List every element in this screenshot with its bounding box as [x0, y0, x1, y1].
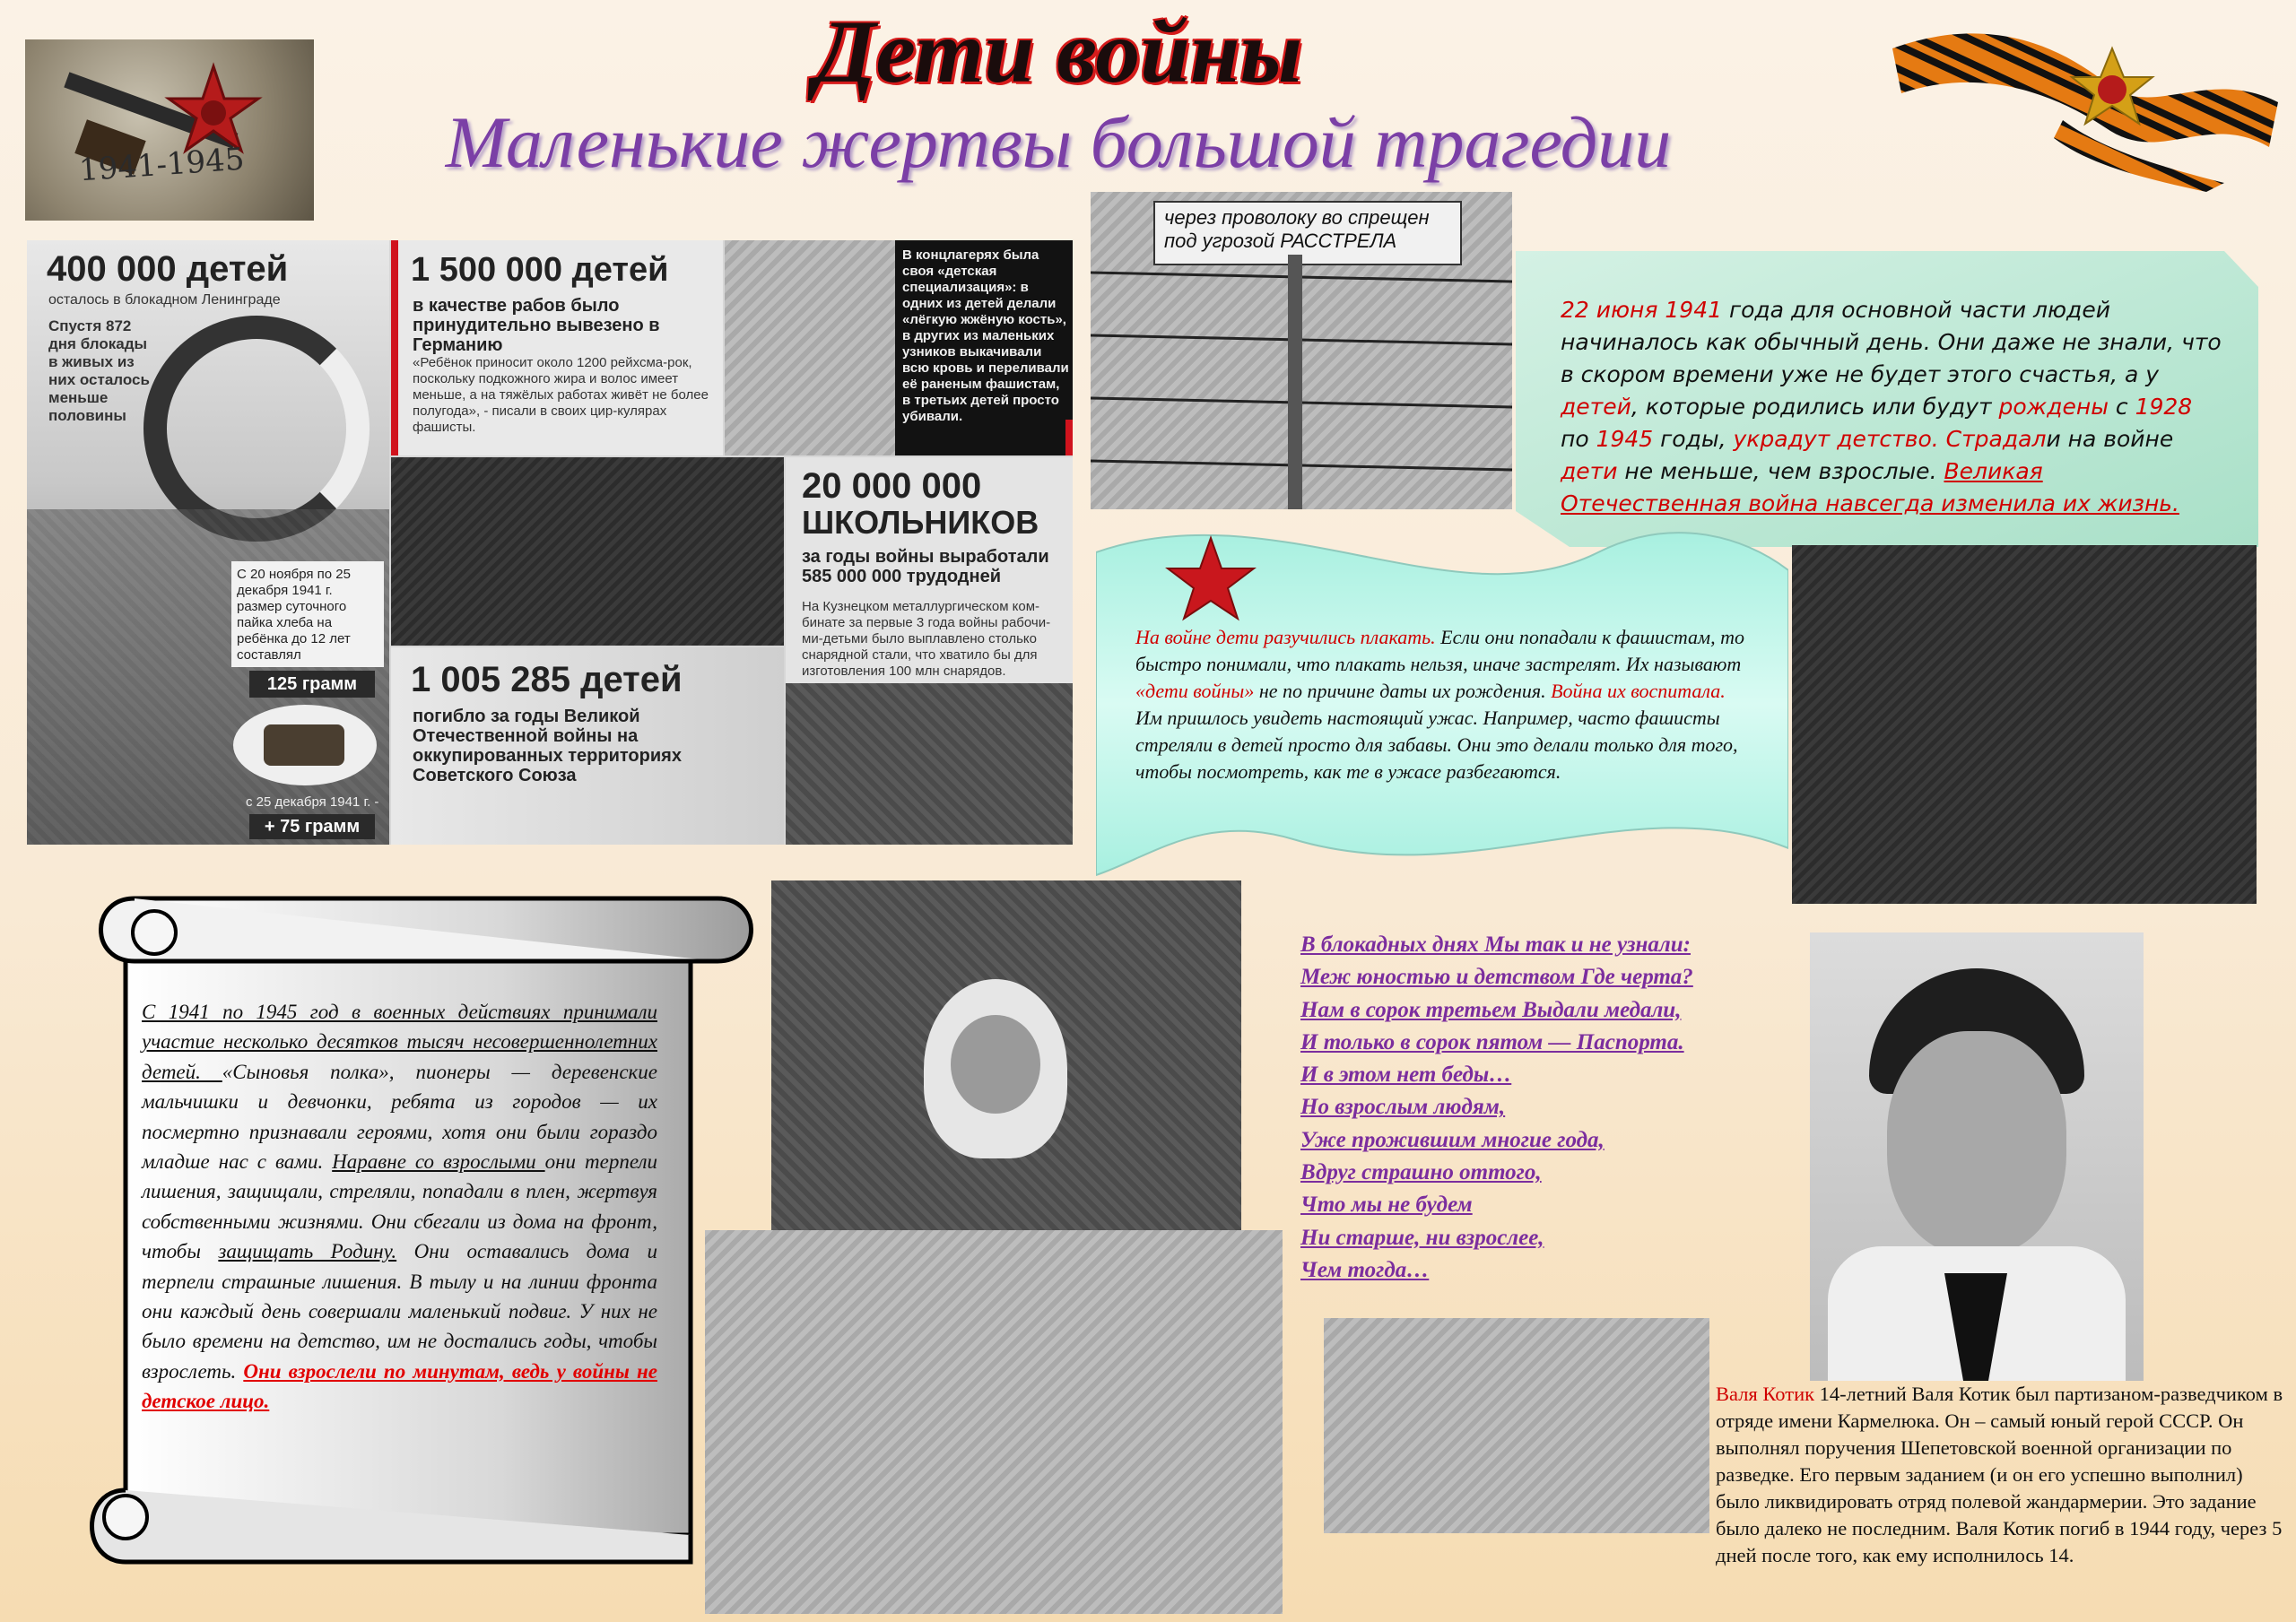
infographic-collage [27, 240, 1073, 845]
germany-count: 1 500 000 детей [411, 251, 669, 289]
barbed-wire-children-photo [1091, 192, 1512, 509]
girl-soldiers-photo [771, 880, 1241, 1230]
ration-75: + 75 грамм [249, 814, 375, 839]
scroll-text: С 1941 по 1945 год в военных действиях принимали участие несколько десятков тысяч несовершеннолетних детей. «Сыновья полка», пионеры — деревенские мальчишки и девчонки, ребята из городов — их посмертно признавали героями, хотя они были гораздо младше нас с вами. Наравне со взрослыми они терпели лишения, защищали, стреляли, попадали в плен, жертвуя собственными жизнями. Они сбегали из дома на фронт, чтобы защищать Родину. Они оставались дома и терпели страшные лишения. В тылу и на линии фронта они каждый день совершали маленький подвиг. У них не было времени на детство, им не достались годы, чтобы взрослеть. Они взрослели по минутам, ведь у войны не детское лицо. [142, 1001, 658, 1413]
occupied-count: 1 005 285 детей [411, 660, 683, 699]
intro-text: 22 июня 1941 года для основной части людей начиналось как обычный день. Они даже не знали, что в скором времени уже не будет этого счастья, а у детей, которые родились или будут рождены с 1928 по 1945 годы, украдут детство. Страдали на войне дети не меньше, чем взрослые. Великая Отечественная война навсегда изменила их жизнь. [1561, 297, 2222, 516]
leningrad-count: 400 000 детей [47, 249, 289, 289]
page-title: Дети войны [814, 2, 1302, 101]
poem-line: Но взрослым людям, [1300, 1095, 1506, 1120]
poem [1300, 929, 1803, 1287]
school-bold: за годы войны выработали 585 000 000 трудодней [802, 547, 1049, 586]
ration-text: С 20 ноября по 25 декабря 1941 г. размер суточного пайка хлеба на ребёнка до 12 лет составлял [231, 561, 384, 667]
camp-column-photo [725, 240, 895, 455]
war-emblem-image [25, 39, 314, 221]
red-star-icon [25, 39, 314, 221]
school-count: 20 000 000 [802, 466, 982, 506]
panel-schoolchildren [786, 457, 1073, 845]
poem-line: Что мы не будем [1300, 1193, 1473, 1218]
intro-text-box [1516, 251, 2258, 547]
ration-125: 125 грамм [249, 671, 375, 698]
half-circle-graphic [144, 316, 370, 542]
years-label: 1941-1945 [77, 141, 246, 189]
leningrad-text: Спустя 872 дня блокады в живых из них осталось меньше половины [48, 317, 150, 424]
poem-line: Уже прожившим многие года, [1300, 1127, 1605, 1152]
germany-bold: в качестве рабов было принудительно вывезено в Германию [413, 296, 660, 355]
page-subtitle: Маленькие жертвы большой трагедии [445, 101, 1672, 183]
children-group-ruins-photo [705, 1230, 1283, 1614]
panel-leningrad [27, 240, 389, 845]
valya-kotik-portrait [1810, 932, 2144, 1381]
bread-plate-image [233, 705, 377, 785]
school-text: На Кузнецком металлургическом ком-бинате за первые 3 года войны рабочи-ми-детьми было выплавлено столько снарядной стали, что хватило бы для изготовления 100 млн снарядов. [802, 599, 1051, 679]
panel-occupied [391, 647, 784, 845]
school-word: ШКОЛЬНИКОВ [802, 504, 1039, 541]
leningrad-sub: осталось в блокадном Ленинграде [48, 292, 281, 308]
poem-line: Чем тогда… [1300, 1257, 1430, 1282]
camps-text: В концлагерях была своя «детская специализация»: в одних из детей делали «лёгкую жжёную кость», в других из маленьких узников выкачивали всю кровь и переливали её раненым фашистам, в третьих детей просто убивали. [902, 247, 1069, 424]
poem-line: И в этом нет беды… [1300, 1063, 1512, 1088]
factory-children-photo [786, 683, 1073, 845]
barmaley-fountain-photo [1324, 1318, 1709, 1533]
panel-camps [725, 240, 1073, 455]
wire-sign: через проволоку во спрещен под угрозой РАССТРЕЛА [1153, 201, 1462, 265]
frightened-children-photo [1792, 545, 2257, 904]
germany-quote: «Ребёнок приносит около 1200 рейхсма-рок, поскольку подкожного жира и волос имеет меньше, а на тяжёлых работах живёт не более полугода», - писали в своих цир-кулярах фашисты. [413, 355, 709, 435]
cry-text-box [1096, 516, 1788, 880]
poem-line: В блокадных днях Мы так и не узнали: [1300, 932, 1691, 957]
poem-line: И только в сорок пятом — Паспорта. [1300, 1029, 1684, 1054]
poem-line: Ни старше, ни взрослее, [1300, 1225, 1544, 1250]
poem-line: Вдруг страшно оттого, [1300, 1160, 1542, 1185]
scroll-text-box [72, 872, 773, 1589]
st-george-ribbon-icon [1883, 13, 2287, 192]
panel-germany [391, 240, 723, 455]
poem-line: Меж юностью и детством Где черта? [1300, 965, 1693, 990]
deported-children-photo [391, 457, 784, 646]
ration-after: с 25 декабря 1941 г. - [246, 794, 379, 810]
cry-text: На войне дети разучились плакать. Если они попадали к фашистам, то быстро понимали, что плакать нельзя, иначе застрелят. Их называют «дети войны» не по причине даты их рождения. Война их воспитала. Им пришлось увидеть настоящий ужас. Например, часто фашисты стреляли в детей просто для забавы. Они это делали только для того, чтобы посмотреть, как те в ужасе разбегаются. [1135, 626, 1744, 783]
poem-line: Нам в сорок третьем Выдали медали, [1300, 997, 1682, 1022]
valya-kotik-text: Валя Котик 14-летний Валя Котик был партизаном-разведчиком в отряде имени Кармелюка. Он – самый юный герой СССР. Он выполнял поручения Шепетовской военной организации по разведке. Его первым заданием (и он его успешно выполнил) было ликвидировать отряд полевой жандармерии. Это задание было далеко не последним. Валя Котик погиб в 1944 году, через 5 дней после того, как ему исполнилось 14. [1716, 1383, 2283, 1566]
occupied-bold: погибло за годы Великой Отечественной войны на оккупированных территориях Советского Союза [413, 707, 682, 785]
